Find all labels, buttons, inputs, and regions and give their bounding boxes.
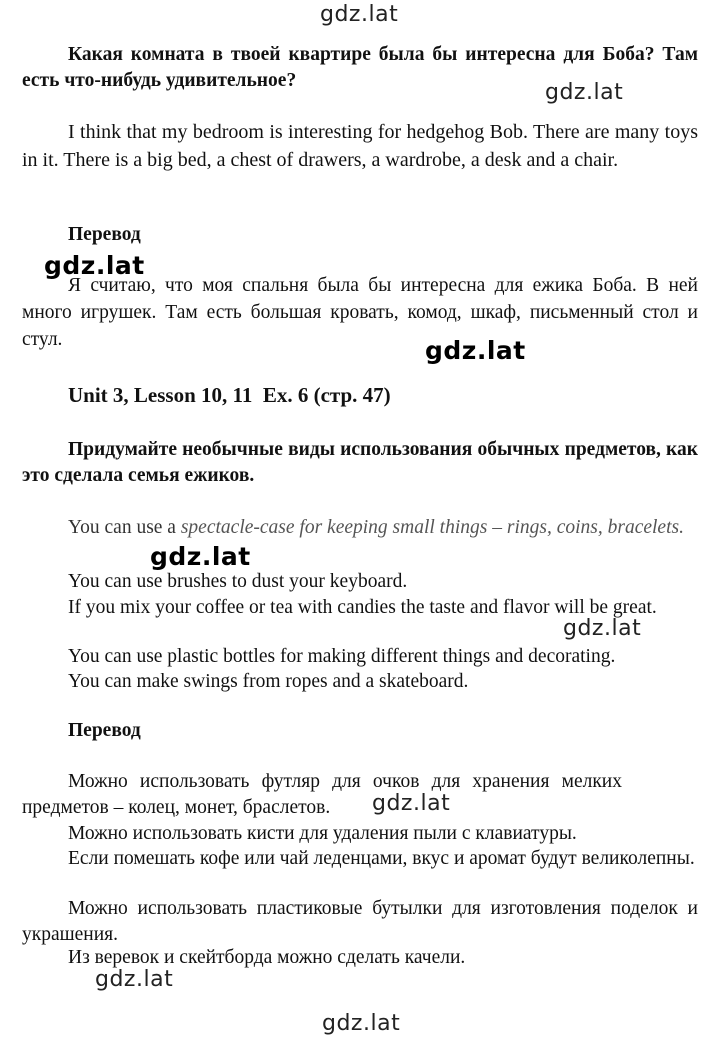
translation-line-1	[22, 769, 622, 821]
translation-line-4: Можно использовать пластиковые бутылки для изготовления поделок и украшения.	[22, 898, 698, 945]
watermark: gdz.lat	[95, 967, 174, 992]
unit-title: Unit 3, Lesson 10, 11 Ex. 6 (стр. 47)	[68, 383, 391, 407]
watermark: gdz.lat	[320, 2, 399, 27]
watermark: gdz.lat	[425, 336, 526, 365]
translation-line-1-text: Можно использовать футляр для очков для хранения мелких предметов – колец, монет, браслетов.	[22, 771, 622, 818]
watermark: gdz.lat	[44, 251, 145, 280]
task-text: Придумайте необычные виды использования обычных предметов, как это сделала семья ежиков.	[22, 439, 698, 486]
answer-line-2: You can use brushes to dust your keyboard.	[68, 571, 408, 592]
answer-line-5: You can make swings from ropes and a skateboard.	[68, 671, 469, 692]
watermark: gdz.lat	[150, 542, 251, 571]
watermark: gdz.lat	[322, 1011, 401, 1036]
answer-line-1	[22, 514, 698, 541]
answer-line-1-italic: spectacle-case for keeping small things – rings, coins, bracelets.	[180, 517, 684, 538]
answer-line-1-start: You can use a	[68, 517, 181, 538]
translation-text: Я считаю, что моя спальня была бы интересна для ежика Боба. В ней много игрушек. Там есть большая кровать, комод, шкаф, письменный стол и стул.	[22, 275, 698, 350]
translation-line-5: Из веревок и скейтборда можно сделать качели.	[68, 947, 466, 968]
question-text: Какая комната в твоей квартире была бы интересна для Боба? Там есть что-нибудь удивительное?	[22, 44, 698, 91]
translation-heading: Перевод	[68, 720, 141, 741]
watermark: gdz.lat	[372, 791, 451, 816]
watermark: gdz.lat	[563, 616, 642, 641]
answer-line-4: You can use plastic bottles for making different things and decorating.	[68, 646, 616, 667]
answer-line-3: If you mix your coffee or tea with candies the taste and flavor will be great.	[68, 597, 657, 618]
translation-line-3: Если помешать кофе или чай леденцами, вкус и аромат будут великолепны.	[68, 848, 695, 869]
watermark: gdz.lat	[545, 80, 624, 105]
answer-text: I think that my bedroom is interesting for hedgehog Bob. There are many toys in it. There is a big bed, a chest of drawers, a wardrobe, a desk and a chair.	[22, 121, 698, 171]
translation-heading: Перевод	[68, 224, 141, 245]
translation-line-2: Можно использовать кисти для удаления пыли с клавиатуры.	[68, 823, 577, 844]
